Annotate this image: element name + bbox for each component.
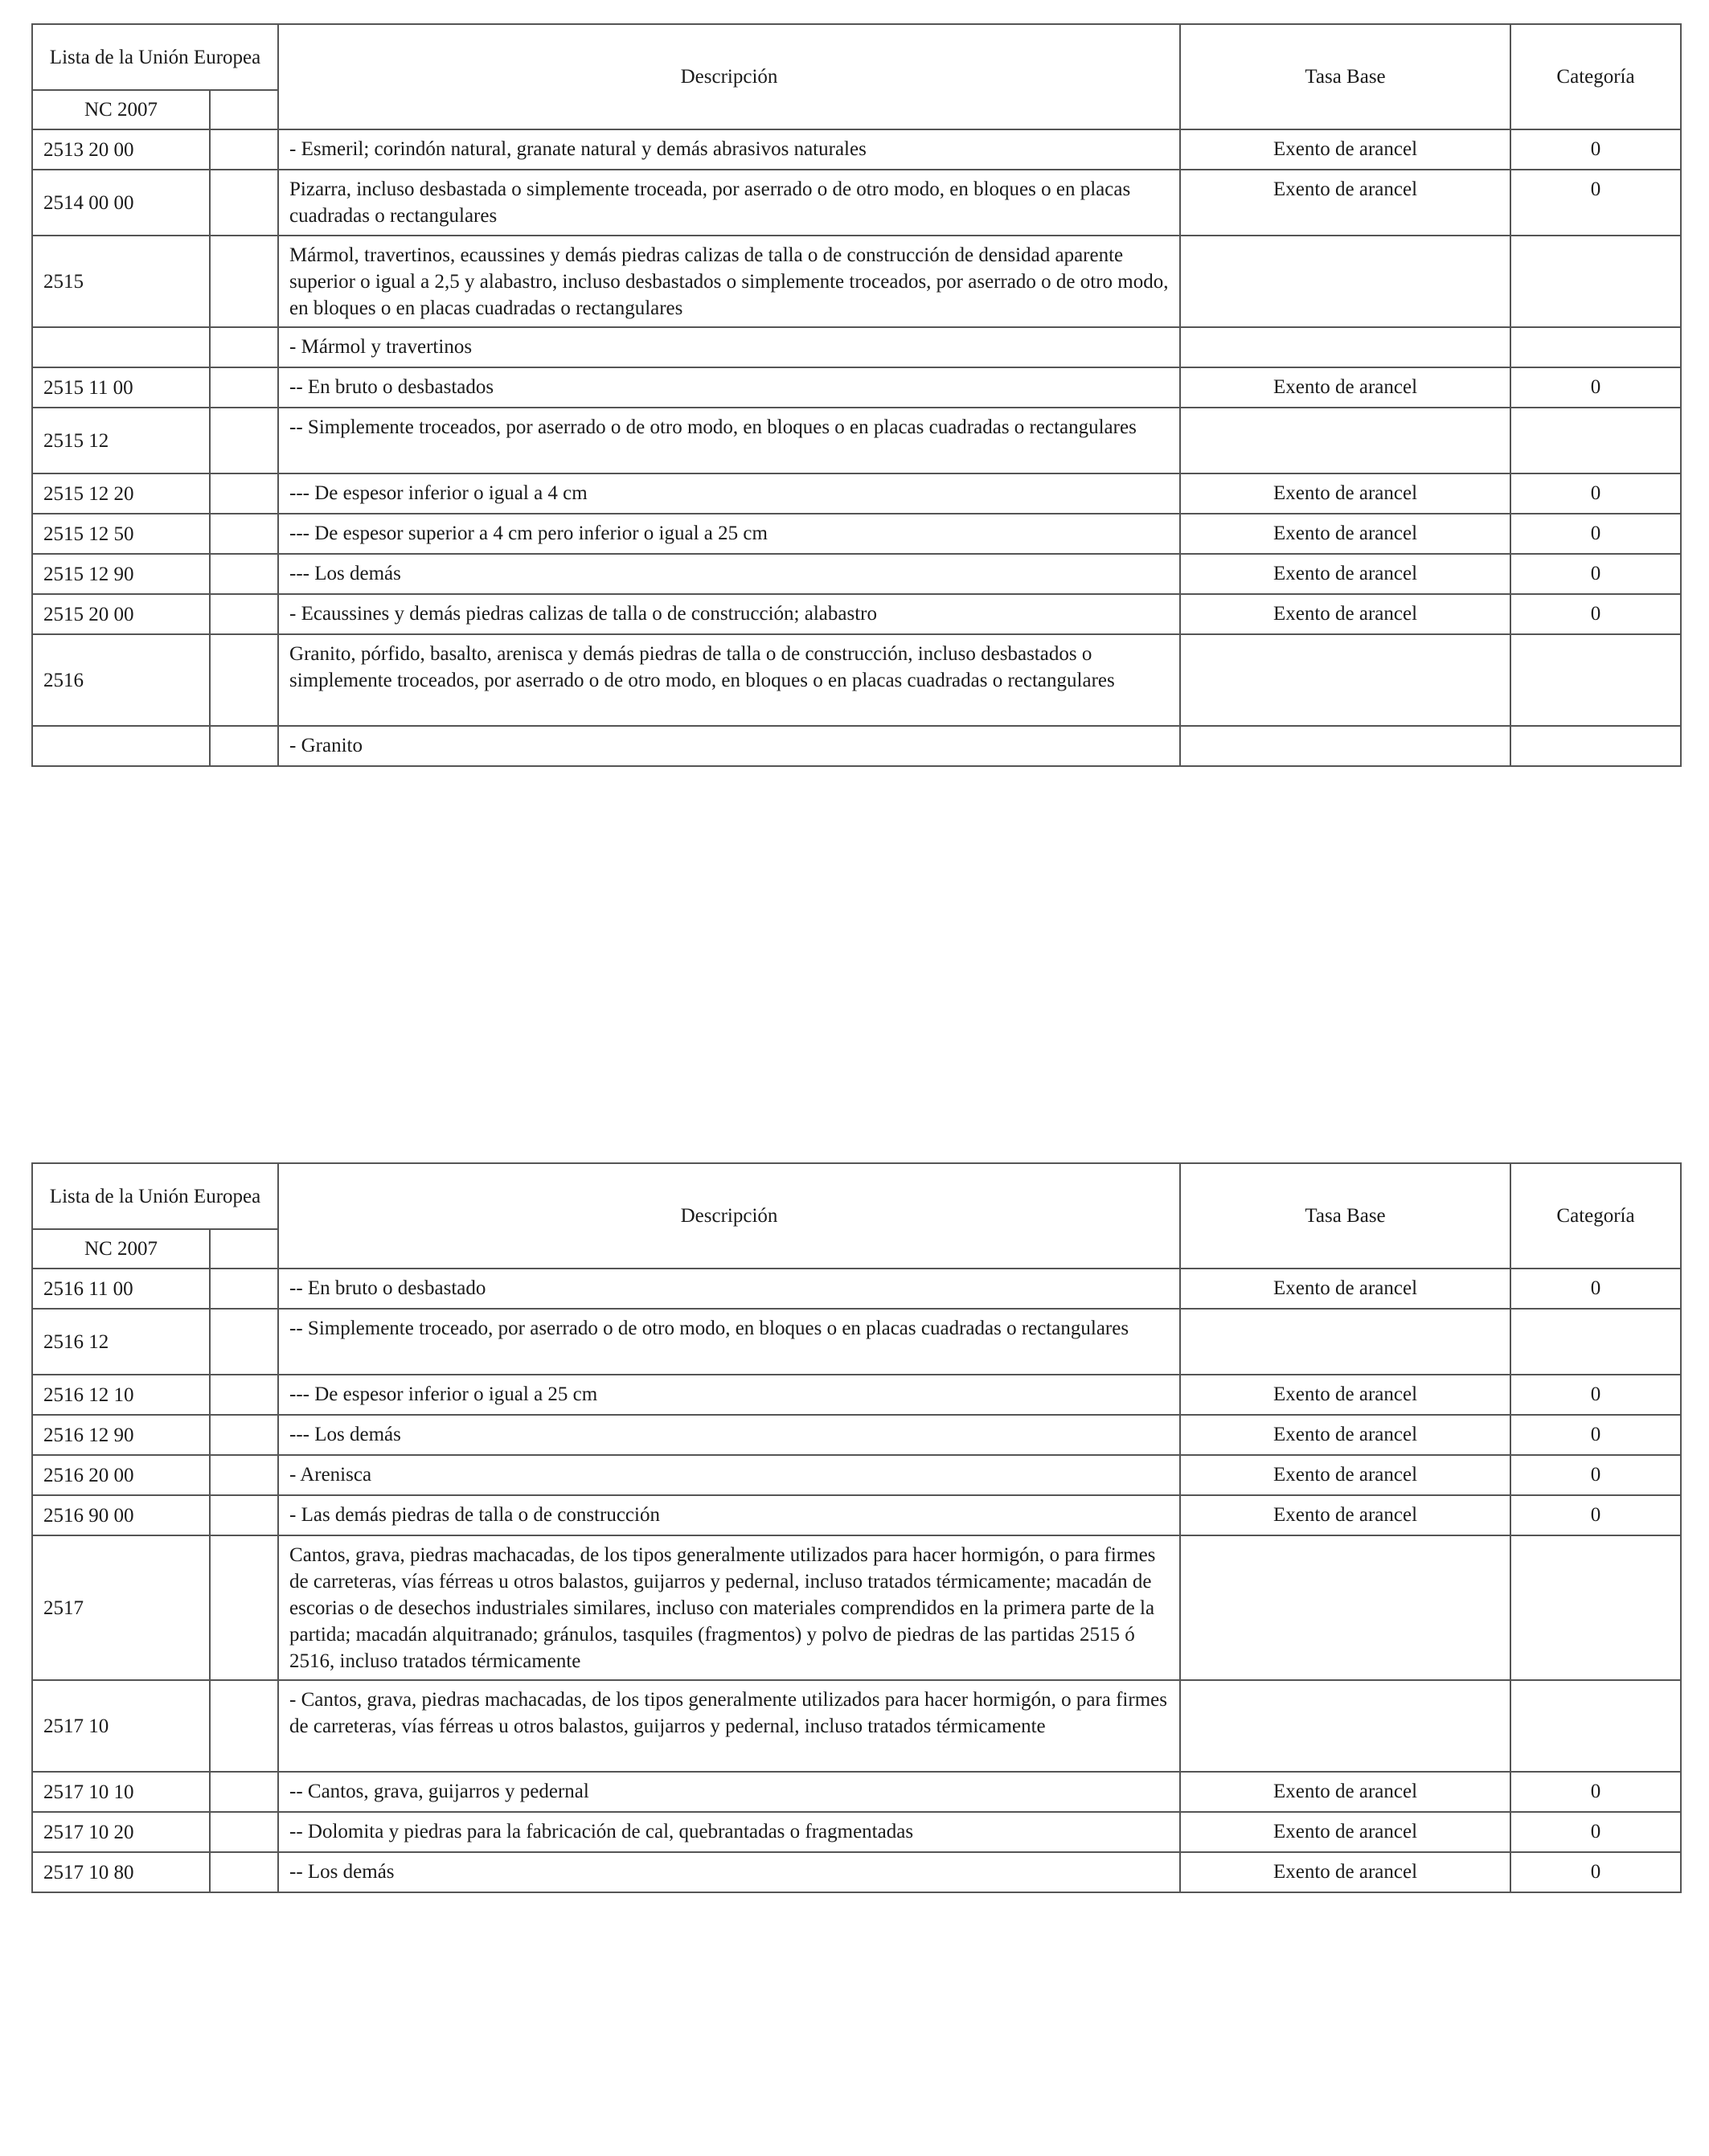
table-row	[32, 1415, 1681, 1455]
table-row	[32, 1852, 1681, 1892]
cn-code: 2517	[32, 1535, 210, 1680]
empty-cell	[210, 1772, 278, 1812]
category-cell: 0	[1510, 1375, 1681, 1415]
category-cell: 0	[1510, 129, 1681, 170]
category-cell	[1510, 634, 1681, 726]
table-row	[32, 236, 1681, 327]
category-cell: 0	[1510, 594, 1681, 634]
table-row	[32, 327, 1681, 367]
table-row	[32, 594, 1681, 634]
description-cell: -- Dolomita y piedras para la fabricación de cal, quebrantadas o fragmentadas	[278, 1812, 1180, 1852]
empty-cell	[210, 1852, 278, 1892]
empty-cell	[210, 1269, 278, 1309]
table-row	[32, 1535, 1681, 1680]
header-nc-2007: NC 2007	[32, 1229, 210, 1269]
header-category: Categoría	[1510, 1163, 1681, 1269]
header-nc-2007: NC 2007	[32, 90, 210, 129]
table-row	[32, 726, 1681, 766]
header-empty-cell	[210, 1229, 278, 1269]
description-cell: - Ecaussines y demás piedras calizas de talla o de construcción; alabastro	[278, 594, 1180, 634]
header-base-rate: Tasa Base	[1180, 24, 1510, 129]
table-row	[32, 473, 1681, 514]
category-cell: 0	[1510, 1455, 1681, 1495]
table-row	[32, 170, 1681, 236]
header-category: Categoría	[1510, 24, 1681, 129]
category-cell: 0	[1510, 1772, 1681, 1812]
empty-cell	[210, 514, 278, 554]
category-cell: 0	[1510, 1812, 1681, 1852]
category-cell	[1510, 327, 1681, 367]
base-rate-cell: Exento de arancel	[1180, 1852, 1510, 1892]
description-cell: - Las demás piedras de talla o de construcción	[278, 1495, 1180, 1535]
base-rate-cell	[1180, 236, 1510, 327]
header-description: Descripción	[278, 24, 1180, 129]
empty-cell	[210, 554, 278, 594]
description-cell: -- Simplemente troceados, por aserrado o de otro modo, en bloques o en placas cuadradas o rectangulares	[278, 408, 1180, 473]
header-description: Descripción	[278, 1163, 1180, 1269]
table-row	[32, 1375, 1681, 1415]
base-rate-cell	[1180, 1680, 1510, 1772]
table-row	[32, 129, 1681, 170]
cn-code	[32, 726, 210, 766]
table-row	[32, 514, 1681, 554]
empty-cell	[210, 473, 278, 514]
table-row	[32, 1309, 1681, 1375]
cn-code: 2515 12	[32, 408, 210, 473]
base-rate-cell: Exento de arancel	[1180, 473, 1510, 514]
cn-code: 2516 20 00	[32, 1455, 210, 1495]
description-cell: -- En bruto o desbastados	[278, 367, 1180, 408]
empty-cell	[210, 1535, 278, 1680]
empty-cell	[210, 129, 278, 170]
category-cell: 0	[1510, 473, 1681, 514]
empty-cell	[210, 1495, 278, 1535]
description-cell: --- De espesor inferior o igual a 4 cm	[278, 473, 1180, 514]
cn-code: 2516 11 00	[32, 1269, 210, 1309]
cn-code: 2515 11 00	[32, 367, 210, 408]
base-rate-cell: Exento de arancel	[1180, 1415, 1510, 1455]
base-rate-cell: Exento de arancel	[1180, 170, 1510, 236]
cn-code: 2515 12 20	[32, 473, 210, 514]
description-cell: - Esmeril; corindón natural, granate natural y demás abrasivos naturales	[278, 129, 1180, 170]
category-cell	[1510, 1535, 1681, 1680]
description-cell: Mármol, travertinos, ecaussines y demás piedras calizas de talla o de construcción de densidad aparente superior o igual a 2,5 y alabastro, incluso desbastados o simplemente troceados, por aserrado o de otro modo, en bloques o en placas cuadradas o rectangulares	[278, 236, 1180, 327]
empty-cell	[210, 408, 278, 473]
tariff-table-1	[31, 23, 1682, 767]
category-cell	[1510, 1309, 1681, 1375]
cn-code: 2516	[32, 634, 210, 726]
empty-cell	[210, 170, 278, 236]
category-cell	[1510, 1680, 1681, 1772]
description-cell: --- De espesor inferior o igual a 25 cm	[278, 1375, 1180, 1415]
table-row	[32, 408, 1681, 473]
category-cell: 0	[1510, 1852, 1681, 1892]
cn-code: 2516 12 10	[32, 1375, 210, 1415]
cn-code: 2515 20 00	[32, 594, 210, 634]
table-row	[32, 1455, 1681, 1495]
cn-code: 2516 12	[32, 1309, 210, 1375]
empty-cell	[210, 1455, 278, 1495]
empty-cell	[210, 1415, 278, 1455]
base-rate-cell: Exento de arancel	[1180, 367, 1510, 408]
base-rate-cell: Exento de arancel	[1180, 514, 1510, 554]
category-cell: 0	[1510, 1269, 1681, 1309]
description-cell: Granito, pórfido, basalto, arenisca y demás piedras de talla o de construcción, incluso desbastados o simplemente troceados, por aserrado o de otro modo, en bloques o en placas cuadradas o rectangulares	[278, 634, 1180, 726]
description-cell: -- Simplemente troceado, por aserrado o de otro modo, en bloques o en placas cuadradas o rectangulares	[278, 1309, 1180, 1375]
empty-cell	[210, 634, 278, 726]
base-rate-cell: Exento de arancel	[1180, 1812, 1510, 1852]
empty-cell	[210, 1375, 278, 1415]
category-cell: 0	[1510, 367, 1681, 408]
description-cell: --- De espesor superior a 4 cm pero inferior o igual a 25 cm	[278, 514, 1180, 554]
table-row	[32, 367, 1681, 408]
tariff-table-2	[31, 1162, 1682, 1893]
category-cell: 0	[1510, 514, 1681, 554]
category-cell	[1510, 236, 1681, 327]
table-row	[32, 1495, 1681, 1535]
empty-cell	[210, 726, 278, 766]
cn-code: 2517 10 80	[32, 1852, 210, 1892]
base-rate-cell: Exento de arancel	[1180, 1772, 1510, 1812]
cn-code: 2517 10 20	[32, 1812, 210, 1852]
table-row	[32, 1269, 1681, 1309]
empty-cell	[210, 367, 278, 408]
category-cell: 0	[1510, 170, 1681, 236]
description-cell: - Granito	[278, 726, 1180, 766]
cn-code: 2515 12 90	[32, 554, 210, 594]
category-cell: 0	[1510, 554, 1681, 594]
header-empty-cell	[210, 90, 278, 129]
cn-code	[32, 327, 210, 367]
base-rate-cell	[1180, 634, 1510, 726]
base-rate-cell: Exento de arancel	[1180, 1375, 1510, 1415]
category-cell: 0	[1510, 1495, 1681, 1535]
description-cell: - Arenisca	[278, 1455, 1180, 1495]
base-rate-cell: Exento de arancel	[1180, 1495, 1510, 1535]
cn-code: 2516 90 00	[32, 1495, 210, 1535]
description-cell: - Mármol y travertinos	[278, 327, 1180, 367]
category-cell	[1510, 408, 1681, 473]
table-row	[32, 1772, 1681, 1812]
table-row	[32, 634, 1681, 726]
base-rate-cell	[1180, 1309, 1510, 1375]
cn-code: 2517 10 10	[32, 1772, 210, 1812]
description-cell: -- En bruto o desbastado	[278, 1269, 1180, 1309]
base-rate-cell: Exento de arancel	[1180, 554, 1510, 594]
description-cell: -- Los demás	[278, 1852, 1180, 1892]
table-row	[32, 1812, 1681, 1852]
cn-code: 2517 10	[32, 1680, 210, 1772]
header-base-rate: Tasa Base	[1180, 1163, 1510, 1269]
cn-code: 2513 20 00	[32, 129, 210, 170]
cn-code: 2514 00 00	[32, 170, 210, 236]
cn-code: 2515 12 50	[32, 514, 210, 554]
category-cell: 0	[1510, 1415, 1681, 1455]
base-rate-cell	[1180, 726, 1510, 766]
description-cell: --- Los demás	[278, 1415, 1180, 1455]
base-rate-cell	[1180, 1535, 1510, 1680]
header-eu-list: Lista de la Unión Europea	[32, 24, 278, 90]
base-rate-cell: Exento de arancel	[1180, 594, 1510, 634]
description-cell: Cantos, grava, piedras machacadas, de los tipos generalmente utilizados para hacer hormigón, o para firmes de carreteras, vías férreas u otros balastos, guijarros y pedernal, incluso tratados térmicamente; macadán de escorias o de desechos industriales similares, incluso con materiales comprendidos en la primera parte de la partida; macadán alquitranado; gránulos, tasquiles (fragmentos) y polvo de piedras de las partidas 2515 ó 2516, incluso tratados térmicamente	[278, 1535, 1180, 1680]
empty-cell	[210, 1812, 278, 1852]
description-cell: -- Cantos, grava, guijarros y pedernal	[278, 1772, 1180, 1812]
empty-cell	[210, 236, 278, 327]
table-row	[32, 1680, 1681, 1772]
base-rate-cell	[1180, 408, 1510, 473]
empty-cell	[210, 327, 278, 367]
base-rate-cell: Exento de arancel	[1180, 129, 1510, 170]
empty-cell	[210, 1309, 278, 1375]
empty-cell	[210, 1680, 278, 1772]
description-cell: - Cantos, grava, piedras machacadas, de los tipos generalmente utilizados para hacer hormigón, o para firmes de carreteras, vías férreas u otros balastos, guijarros y pedernal, incluso tratados térmicamente	[278, 1680, 1180, 1772]
empty-cell	[210, 594, 278, 634]
base-rate-cell: Exento de arancel	[1180, 1269, 1510, 1309]
category-cell	[1510, 726, 1681, 766]
table-row	[32, 554, 1681, 594]
cn-code: 2515	[32, 236, 210, 327]
cn-code: 2516 12 90	[32, 1415, 210, 1455]
description-cell: --- Los demás	[278, 554, 1180, 594]
description-cell: Pizarra, incluso desbastada o simplemente troceada, por aserrado o de otro modo, en bloques o en placas cuadradas o rectangulares	[278, 170, 1180, 236]
header-eu-list: Lista de la Unión Europea	[32, 1163, 278, 1229]
base-rate-cell	[1180, 327, 1510, 367]
base-rate-cell: Exento de arancel	[1180, 1455, 1510, 1495]
